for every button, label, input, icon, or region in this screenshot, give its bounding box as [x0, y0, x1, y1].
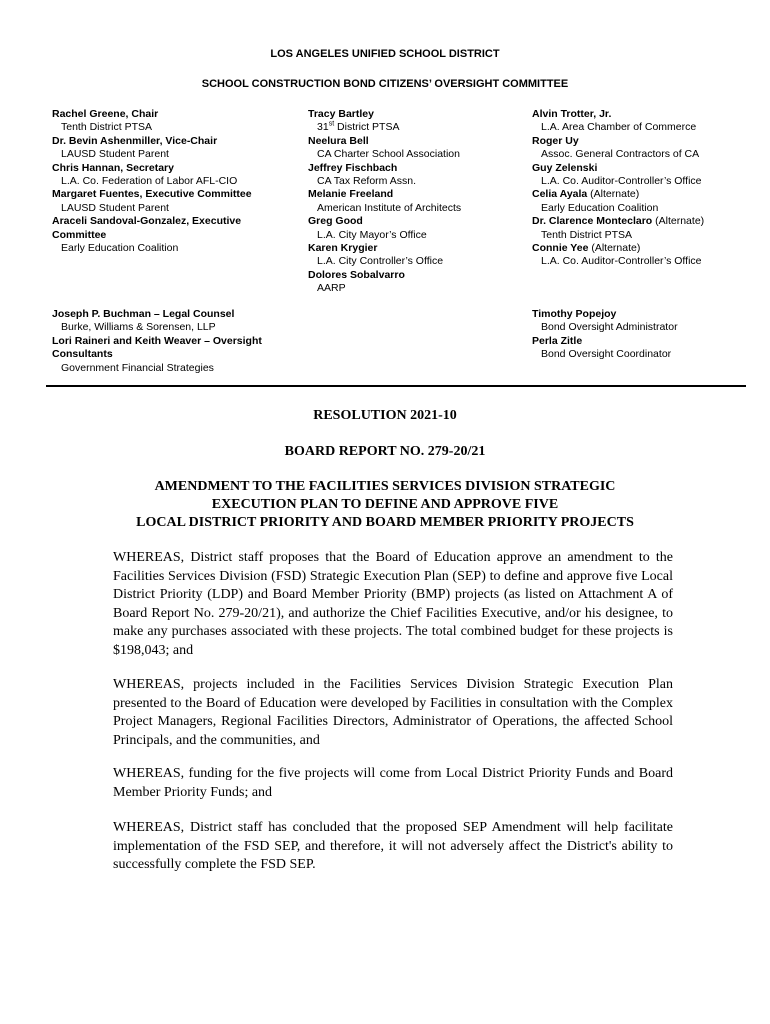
member-name: Jeffrey Fischbach: [308, 161, 398, 174]
title-line: AMENDMENT TO THE FACILITIES SERVICES DIVISION STRATEGIC: [154, 479, 616, 494]
member-name: [532, 135, 752, 148]
resolution-title: [0, 478, 770, 532]
member-name: [532, 188, 752, 201]
member-name: Chris Hannan, Secretary: [52, 161, 174, 174]
member-name: Greg Good: [308, 215, 363, 228]
member-affiliation: CA Charter School Association: [317, 148, 460, 161]
staff-name: Timothy Popejoy: [532, 308, 617, 320]
member-affiliation: Early Education Coalition: [541, 201, 659, 214]
member-affiliation: AARP: [317, 282, 346, 295]
member-affiliation: L.A. City Controller’s Office: [317, 255, 444, 268]
ordinal-suffix: st: [328, 120, 335, 128]
staff-name: Lori Raineri and Keith Weaver – Oversight Consultants: [52, 334, 262, 361]
member-name-text: Dr. Clarence Monteclaro: [532, 215, 653, 228]
member-affiliation: CA Tax Reform Assn.: [317, 175, 417, 188]
member-name: Neelura Bell: [308, 134, 369, 147]
member-affiliation: LAUSD Student Parent: [61, 148, 169, 161]
member-affiliation: Tenth District PTSA: [61, 121, 153, 134]
member-affiliation: L.A. Area Chamber of Commerce: [541, 121, 697, 134]
alternate-tag: (Alternate): [587, 188, 640, 201]
member-name: Karen Krygier: [308, 242, 378, 255]
member-affiliation: L.A. City Mayor’s Office: [317, 228, 427, 241]
member-affiliation: Assoc. General Contractors of CA: [541, 148, 700, 161]
member-name-text: Roger Uy: [532, 134, 579, 147]
divider: [46, 385, 746, 387]
title-line: EXECUTION PLAN TO DEFINE AND APPROVE FIVE: [211, 497, 559, 512]
member-name: Tracy Bartley: [308, 108, 374, 120]
member-name: Dolores Sobalvarro: [308, 268, 405, 281]
committee-title: SCHOOL CONSTRUCTION BOND CITIZENS’ OVERSIGHT COMMITTEE: [201, 78, 569, 90]
member-name-text: Celia Ayala: [532, 188, 588, 201]
district-text: District PTSA: [334, 121, 400, 134]
org-title: LOS ANGELES UNIFIED SCHOOL DISTRICT: [270, 48, 500, 60]
alternate-tag: (Alternate): [652, 215, 705, 228]
whereas-paragraph: WHEREAS, funding for the five projects will come from Local District Priority Funds and Board Member Priority Funds; and: [113, 766, 673, 800]
member-affiliation: [308, 121, 523, 134]
member-column-1: [52, 108, 282, 255]
board-report-number: BOARD REPORT NO. 279-20/21: [284, 444, 486, 459]
member-name: [532, 242, 752, 255]
whereas-paragraph: WHEREAS, projects included in the Facilities Services Division Strategic Execution Plan presented to the Board of Education were developed by Facilities in consultation with the Complex Project Managers, Regional Facilities Directors, Administrator of Operations, the affected School Principals, and the communities, and: [113, 677, 673, 748]
district-number: 31: [317, 121, 329, 134]
member-name: [532, 108, 752, 121]
whereas-paragraph: WHEREAS, District staff has concluded that the proposed SEP Amendment will help facilitate implementation of the FSD SEP, and therefore, it will not adversely affect the District's ability to successfully complete the FSD SEP.: [113, 820, 673, 873]
member-affiliation: L.A. Co. Federation of Labor AFL-CIO: [61, 175, 238, 188]
member-name: Margaret Fuentes, Executive Committee: [52, 188, 252, 201]
staff-affiliation: Bond Oversight Administrator: [541, 321, 678, 334]
member-affiliation: Early Education Coalition: [61, 242, 179, 255]
staff-affiliation: Government Financial Strategies: [61, 361, 214, 374]
member-affiliation: L.A. Co. Auditor-Controller’s Office: [541, 255, 702, 268]
staff-name: Joseph P. Buchman – Legal Counsel: [52, 308, 235, 320]
staff-affiliation: Bond Oversight Coordinator: [541, 348, 672, 361]
member-name: [532, 162, 752, 175]
staff-name: Perla Zitle: [532, 334, 583, 347]
member-affiliation: American Institute of Architects: [317, 201, 462, 214]
staff-affiliation: Burke, Williams & Sorensen, LLP: [61, 321, 216, 334]
member-affiliation: L.A. Co. Auditor-Controller’s Office: [541, 175, 702, 188]
member-name: Dr. Bevin Ashenmiller, Vice-Chair: [52, 134, 218, 147]
member-name-text: Alvin Trotter, Jr.: [532, 108, 612, 120]
member-column-3: [532, 108, 752, 269]
whereas-paragraph: WHEREAS, District staff proposes that the Board of Education approve an amendment to the Facilities Services Division (FSD) Strategic Execution Plan (SEP) to define and approve five Local District Priority (LDP) and Board Member Priority (BMP) projects (as listed on Attachment A of Board Report No. 279-20/21), and authorize the Chief Facilities Executive, and/or his designee, to make any purchases associated with these projects. The total combined budget for these projects is $198,043; and: [113, 550, 673, 658]
alternate-tag: (Alternate): [588, 242, 641, 255]
member-name: Rachel Greene, Chair: [52, 108, 159, 120]
member-name: [532, 215, 752, 228]
staff-column-left: [52, 308, 292, 375]
member-affiliation: LAUSD Student Parent: [61, 201, 169, 214]
member-name-text: Connie Yee: [532, 242, 589, 255]
member-name-text: Guy Zelenski: [532, 161, 598, 174]
staff-column-right: [532, 308, 752, 362]
member-affiliation: Tenth District PTSA: [541, 228, 633, 241]
title-line: LOCAL DISTRICT PRIORITY AND BOARD MEMBER PRIORITY PROJECTS: [136, 515, 634, 530]
resolution-number: RESOLUTION 2021-10: [313, 408, 457, 423]
member-name: Araceli Sandoval-Gonzalez, Executive Committee: [52, 215, 242, 241]
member-column-2: [308, 108, 523, 296]
member-name: Melanie Freeland: [308, 188, 394, 201]
